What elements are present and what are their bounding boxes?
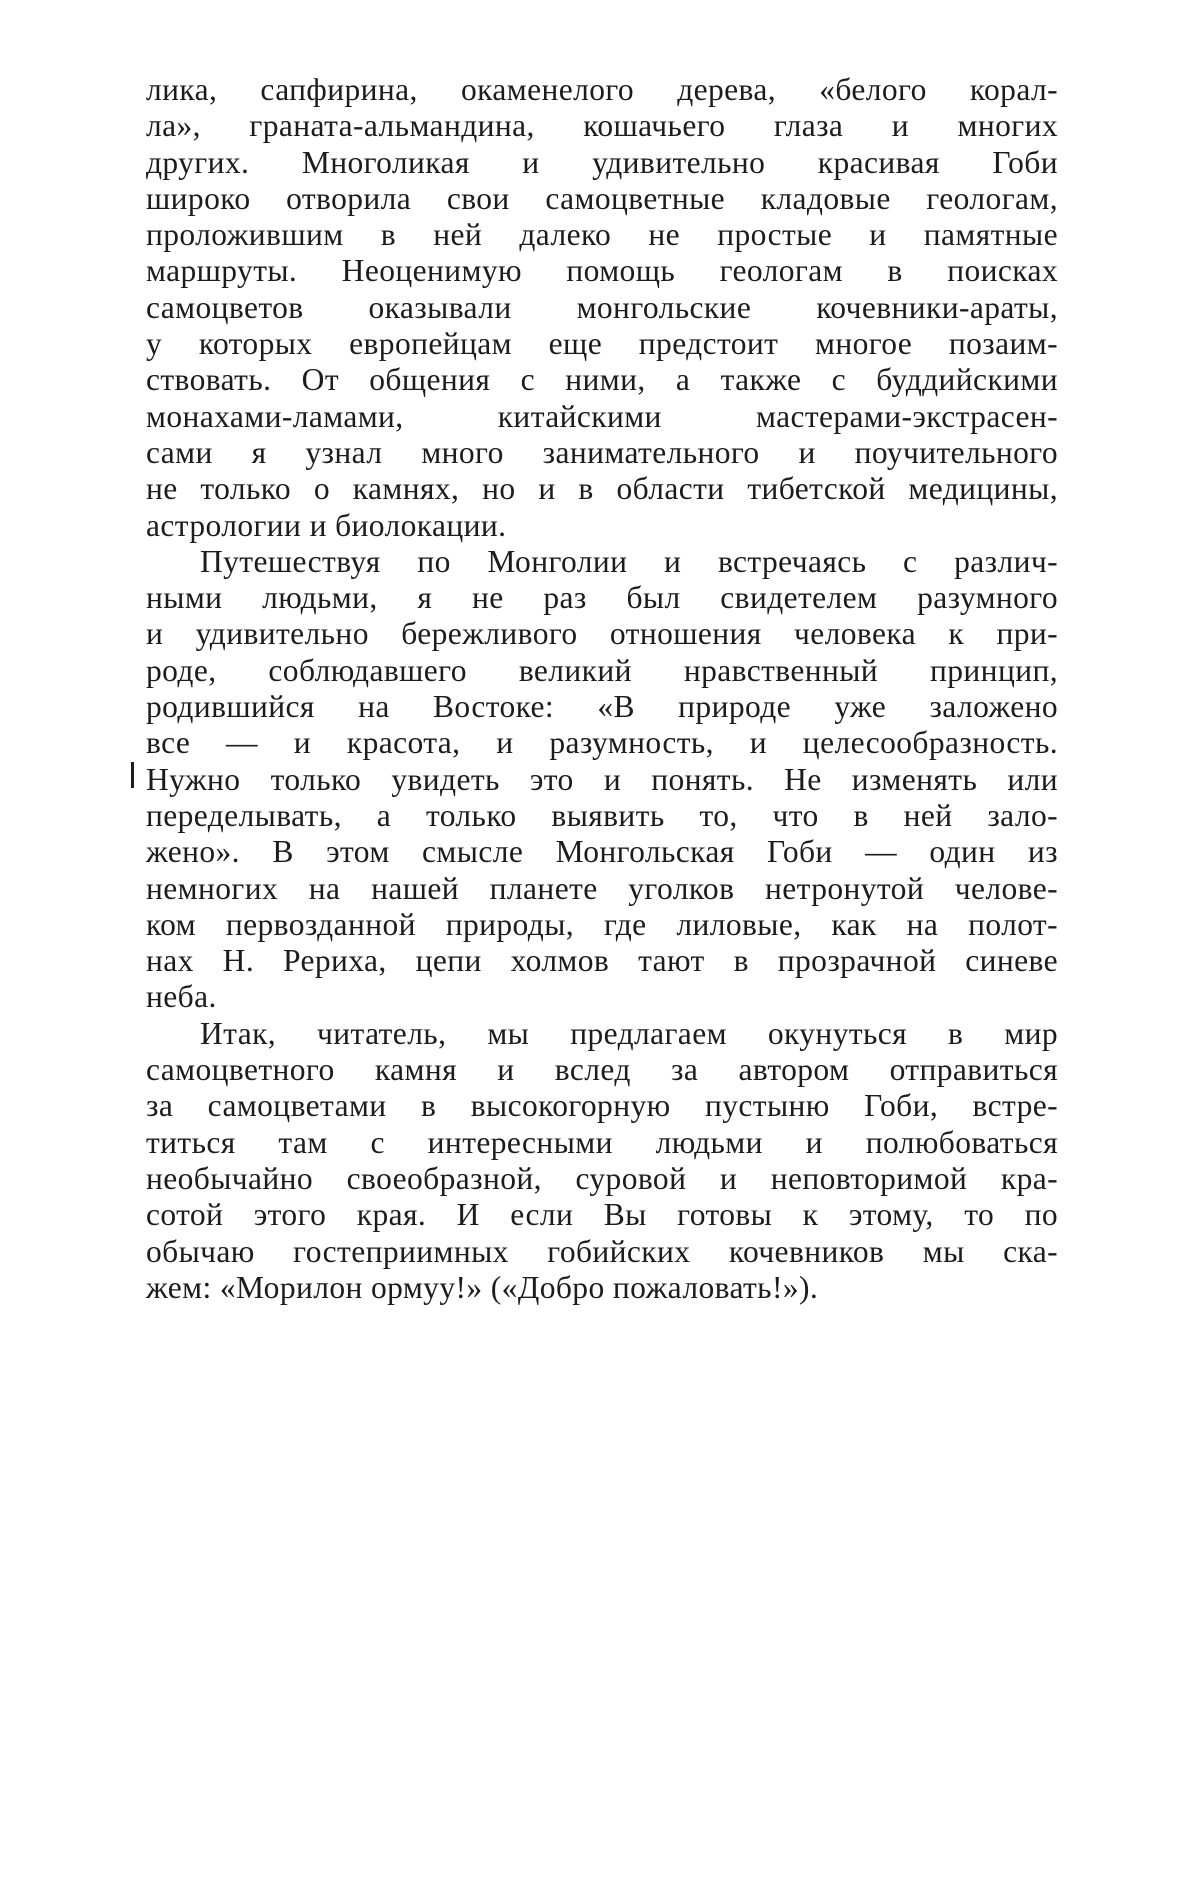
text-line: проложившим в ней далеко не простые и памятные bbox=[146, 217, 1058, 253]
text-line: жено». В этом смысле Монгольская Гоби — один из bbox=[146, 834, 1058, 870]
paragraph bbox=[146, 544, 1058, 1016]
text-line: сотой этого края. И если Вы готовы к этому, то по bbox=[146, 1197, 1058, 1233]
text-line: монахами-ламами, китайскими мастерами-экстрасен- bbox=[146, 398, 1058, 434]
text-line: все — и красота, и разумность, и целесообразность. bbox=[146, 725, 1058, 761]
text-line: ными людьми, я не раз был свидетелем разумного bbox=[146, 580, 1058, 616]
text-line: неба. bbox=[146, 979, 217, 1015]
text-line: роде, соблюдавшего великий нравственный принцип, bbox=[146, 652, 1058, 688]
text-line: обычаю гостеприимных гобийских кочевников мы ска- bbox=[146, 1233, 1058, 1269]
paragraph bbox=[146, 72, 1058, 544]
text-line: Итак, читатель, мы предлагаем окунуться в мир bbox=[200, 1015, 1058, 1051]
text-line: титься там с интересными людьми и полюбоваться bbox=[146, 1124, 1058, 1160]
text-line: сами я узнал много занимательного и поучительного bbox=[146, 434, 1058, 470]
margin-mark bbox=[131, 762, 134, 788]
text-line: ла», граната-альмандина, кошачьего глаза и многих bbox=[146, 108, 1058, 144]
text-line: Нужно только увидеть это и понять. Не изменять или bbox=[146, 761, 1058, 797]
text-line: необычайно своеобразной, суровой и неповторимой кра- bbox=[146, 1160, 1058, 1196]
text-line: ствовать. От общения с ними, а также с буддийскими bbox=[146, 362, 1058, 398]
text-line: и удивительно бережливого отношения человека к при- bbox=[146, 616, 1058, 652]
paragraph bbox=[146, 1016, 1058, 1306]
text-line: широко отворила свои самоцветные кладовые геологам, bbox=[146, 180, 1058, 216]
text-line: у которых европейцам еще предстоит многое позаим- bbox=[146, 326, 1058, 362]
text-line: переделывать, а только выявить то, что в ней зало- bbox=[146, 797, 1058, 833]
text-line: не только о камнях, но и в области тибетской медицины, bbox=[146, 471, 1058, 507]
text-line: за самоцветами в высокогорную пустыню Гоби, встре- bbox=[146, 1088, 1058, 1124]
text-line: нах Н. Рериха, цепи холмов тают в прозрачной синеве bbox=[146, 943, 1058, 979]
text-line: жем: «Морилон ормуу!» («Добро пожаловать!»). bbox=[146, 1269, 819, 1305]
text-line: самоцветов оказывали монгольские кочевники-араты, bbox=[146, 289, 1058, 325]
text-line: самоцветного камня и вслед за автором отправиться bbox=[146, 1052, 1058, 1088]
text-line: астрологии и биолокации. bbox=[146, 507, 507, 543]
text-line: ком первозданной природы, где лиловые, как на полот- bbox=[146, 906, 1058, 942]
text-line: немногих на нашей планете уголков нетронутой челове- bbox=[146, 870, 1058, 906]
page-text bbox=[146, 72, 1058, 1306]
text-line: родившийся на Востоке: «В природе уже заложено bbox=[146, 689, 1058, 725]
text-line: маршруты. Неоценимую помощь геологам в поисках bbox=[146, 253, 1058, 289]
text-line: Путешествуя по Монголии и встречаясь с различ- bbox=[200, 543, 1058, 579]
text-line: других. Многоликая и удивительно красивая Гоби bbox=[146, 144, 1058, 180]
text-line: лика, сапфирина, окаменелого дерева, «белого корал- bbox=[146, 72, 1058, 107]
